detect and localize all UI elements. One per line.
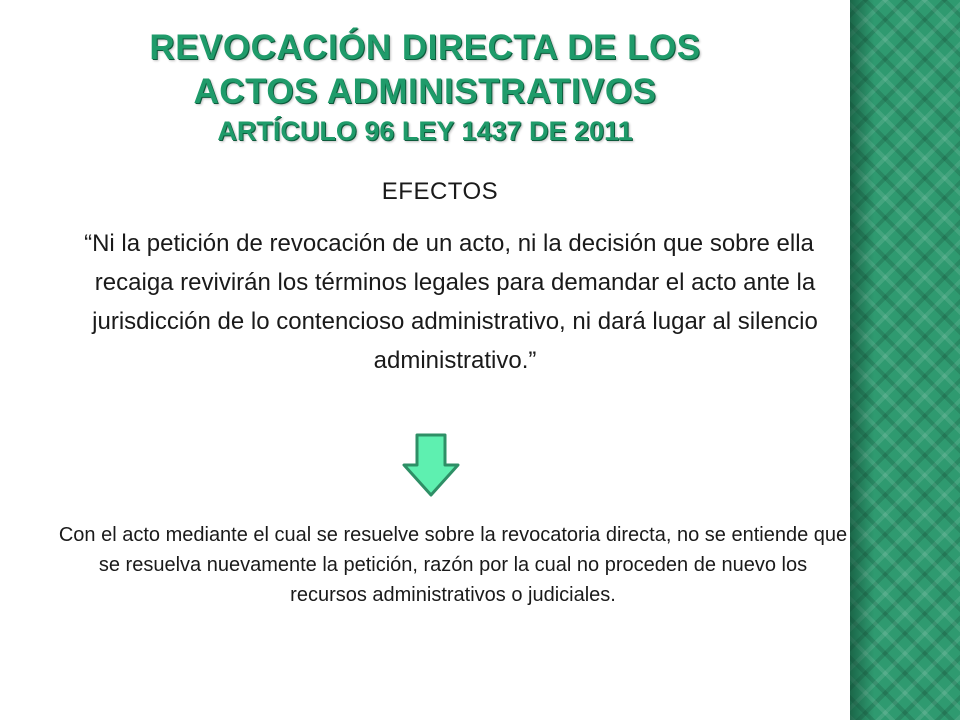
slide-title bbox=[0, 26, 850, 148]
down-arrow-icon bbox=[400, 432, 462, 498]
conclusion-text: Con el acto mediante el cual se resuelve sobre la revocatoria directa, no se entiende que se resuelva nuevamente la petición, razón por la cual no proceden de nuevo los recursos administrativos o judiciales. bbox=[58, 524, 848, 606]
title-line-2: ACTOS ADMINISTRATIVOS bbox=[193, 72, 657, 111]
section-heading: EFECTOS bbox=[381, 178, 499, 205]
quote-text: “Ni la petición de revocación de un acto, ni la decisión que sobre ella recaiga revivirán los términos legales para demandar el acto ante la jurisdicción de lo contencioso administrativo, ni dará lugar al silencio administrativo.” bbox=[84, 230, 818, 374]
title-line-3: ARTÍCULO 96 LEY 1437 DE 2011 bbox=[217, 116, 633, 146]
decorative-side-panel bbox=[850, 0, 960, 720]
title-line-1: REVOCACIÓN DIRECTA DE LOS bbox=[149, 28, 701, 67]
